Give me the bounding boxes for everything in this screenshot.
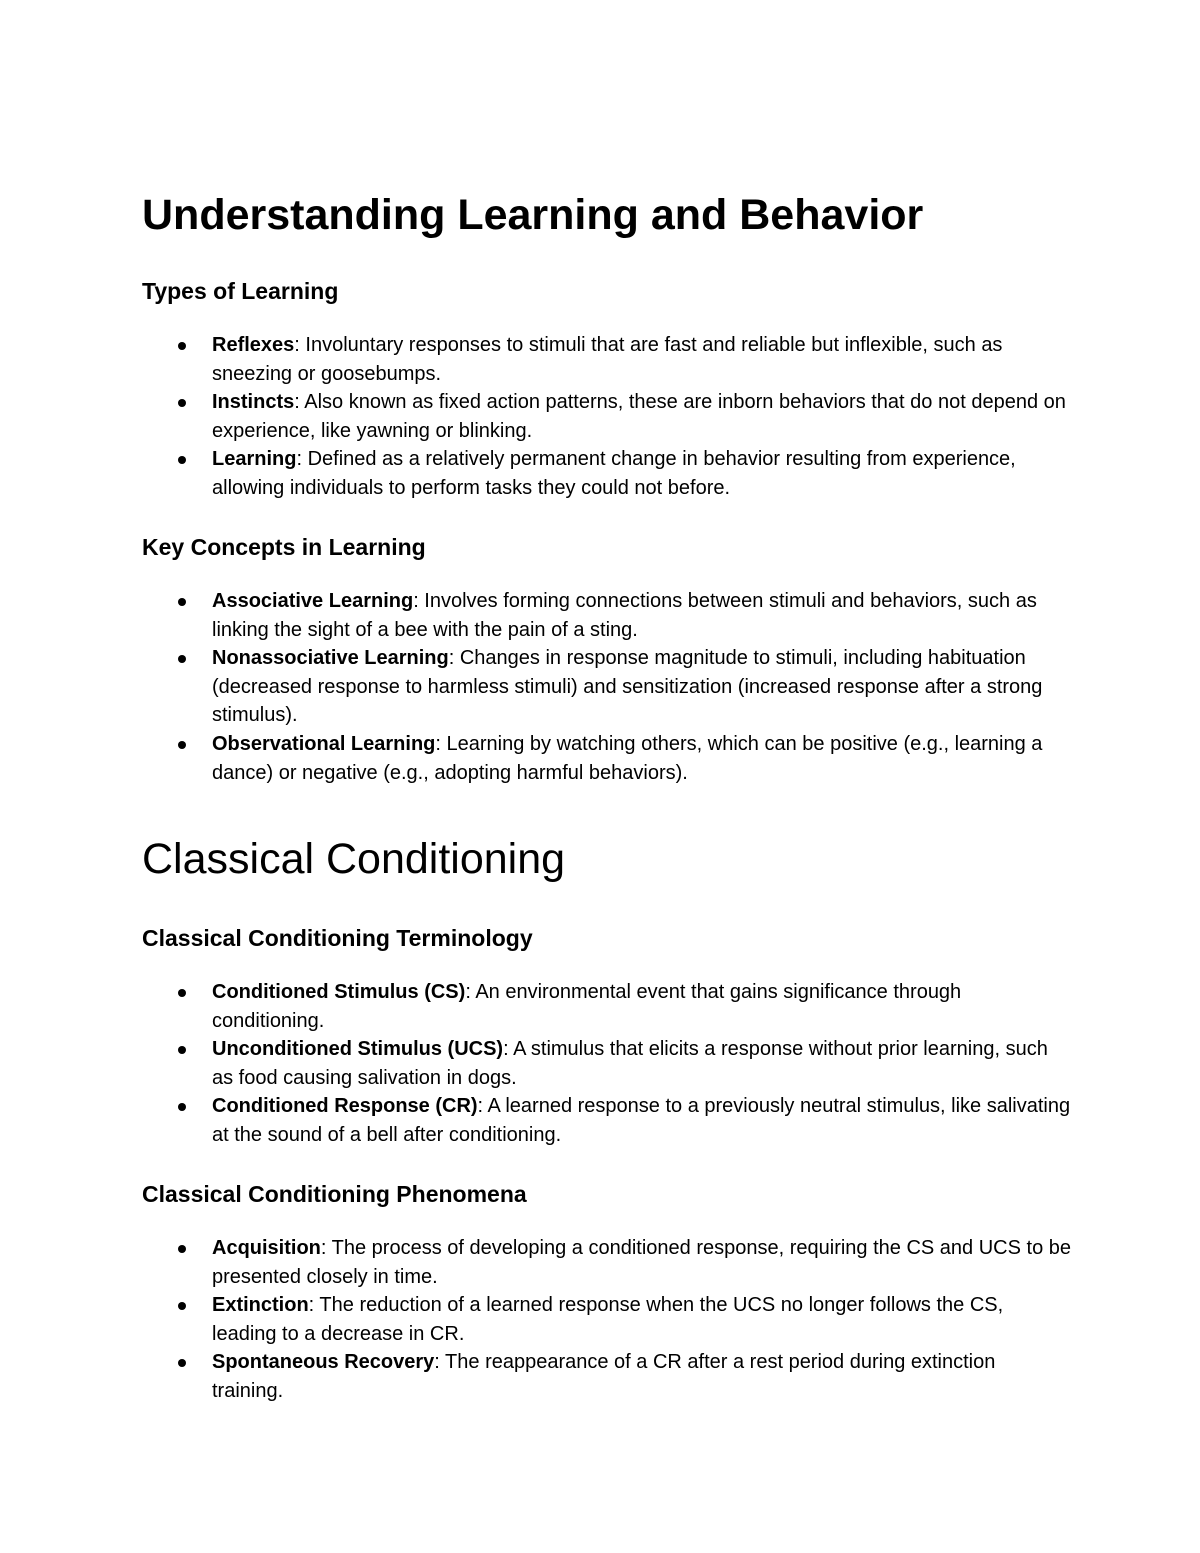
- term: Learning: [212, 448, 297, 471]
- section-title-learning-behavior: Understanding Learning and Behavior: [142, 191, 924, 239]
- list-item: [142, 587, 1072, 644]
- bullet-icon: [178, 399, 186, 407]
- subheading-cc-terminology: Classical Conditioning Terminology: [142, 925, 533, 951]
- bullet-icon: [178, 598, 186, 606]
- list-item: [142, 1035, 1072, 1092]
- bullet-icon: [178, 741, 186, 749]
- term: Associative Learning: [212, 590, 414, 612]
- list-item: [142, 1348, 1072, 1405]
- term: Instincts: [212, 391, 295, 414]
- subheading-cc-phenomena: Classical Conditioning Phenomena: [142, 1181, 527, 1207]
- bullet-icon: [178, 1359, 186, 1367]
- term: Nonassociative Learning: [212, 647, 449, 670]
- bullet-icon: [178, 1245, 186, 1253]
- list-item: [142, 978, 1072, 1035]
- definition: : The reappearance of a CR after a rest period during extinction training.: [212, 1351, 996, 1402]
- definition: : Defined as a relatively permanent change in behavior resulting from experience, allowing individuals to perform tasks they could not before.: [212, 448, 1016, 499]
- term: Conditioned Response (CR): [212, 1095, 478, 1118]
- definition: : The reduction of a learned response when the UCS no longer follows the CS, leading to a decrease in CR.: [212, 1294, 1004, 1345]
- bullet-icon: [178, 456, 186, 464]
- subheading-key-concepts: Key Concepts in Learning: [142, 534, 426, 560]
- term: Acquisition: [212, 1237, 321, 1259]
- section-title-classical-conditioning: Classical Conditioning: [142, 835, 566, 883]
- list-item: [142, 1234, 1072, 1291]
- list-cc-terminology: [142, 978, 1072, 1150]
- list-item: [142, 1291, 1072, 1348]
- subheading-types-of-learning: Types of Learning: [142, 278, 339, 304]
- list-item: [142, 331, 1072, 388]
- term: Reflexes: [212, 334, 295, 356]
- bullet-icon: [178, 1302, 186, 1310]
- definition: : The process of developing a conditioned response, requiring the CS and UCS to be presented closely in time.: [212, 1237, 1071, 1288]
- list-cc-phenomena: [142, 1234, 1072, 1406]
- definition: : An environmental event that gains significance through conditioning.: [212, 981, 962, 1032]
- definition: : A stimulus that elicits a response without prior learning, such as food causing salivation in dogs.: [212, 1038, 1048, 1089]
- list-types-of-learning: [142, 331, 1072, 503]
- list-item: [142, 445, 1072, 502]
- definition: : Learning by watching others, which can be positive (e.g., learning a dance) or negative (e.g., adopting harmful behaviors).: [212, 732, 1043, 784]
- bullet-icon: [178, 342, 186, 350]
- list-item: [142, 644, 1072, 730]
- definition: : Also known as fixed action patterns, these are inborn behaviors that do not depend on experience, like yawning or blinking.: [212, 391, 1066, 442]
- term: Observational Learning: [212, 732, 436, 755]
- definition: : Involuntary responses to stimuli that are fast and reliable but inflexible, such as sneezing or goosebumps.: [212, 334, 1003, 385]
- list-key-concepts: [142, 587, 1072, 787]
- term: Conditioned Stimulus (CS): [212, 981, 466, 1003]
- term: Extinction: [212, 1294, 309, 1317]
- list-item: [142, 1092, 1072, 1149]
- bullet-icon: [178, 1103, 186, 1111]
- term: Unconditioned Stimulus (UCS): [212, 1038, 504, 1061]
- definition: : Involves forming connections between stimuli and behaviors, such as linking the sight of a bee with the pain of a sting.: [212, 590, 1037, 641]
- bullet-icon: [178, 655, 186, 663]
- list-item: [142, 388, 1072, 445]
- definition: : A learned response to a previously neutral stimulus, like salivating at the sound of a bell after conditioning.: [212, 1095, 1071, 1146]
- bullet-icon: [178, 1046, 186, 1054]
- bullet-icon: [178, 989, 186, 997]
- list-item: [142, 730, 1072, 787]
- term: Spontaneous Recovery: [212, 1351, 435, 1374]
- definition: : Changes in response magnitude to stimuli, including habituation (decreased response to harmless stimuli) and sensitization (increased response after a strong stimulus).: [212, 647, 1043, 727]
